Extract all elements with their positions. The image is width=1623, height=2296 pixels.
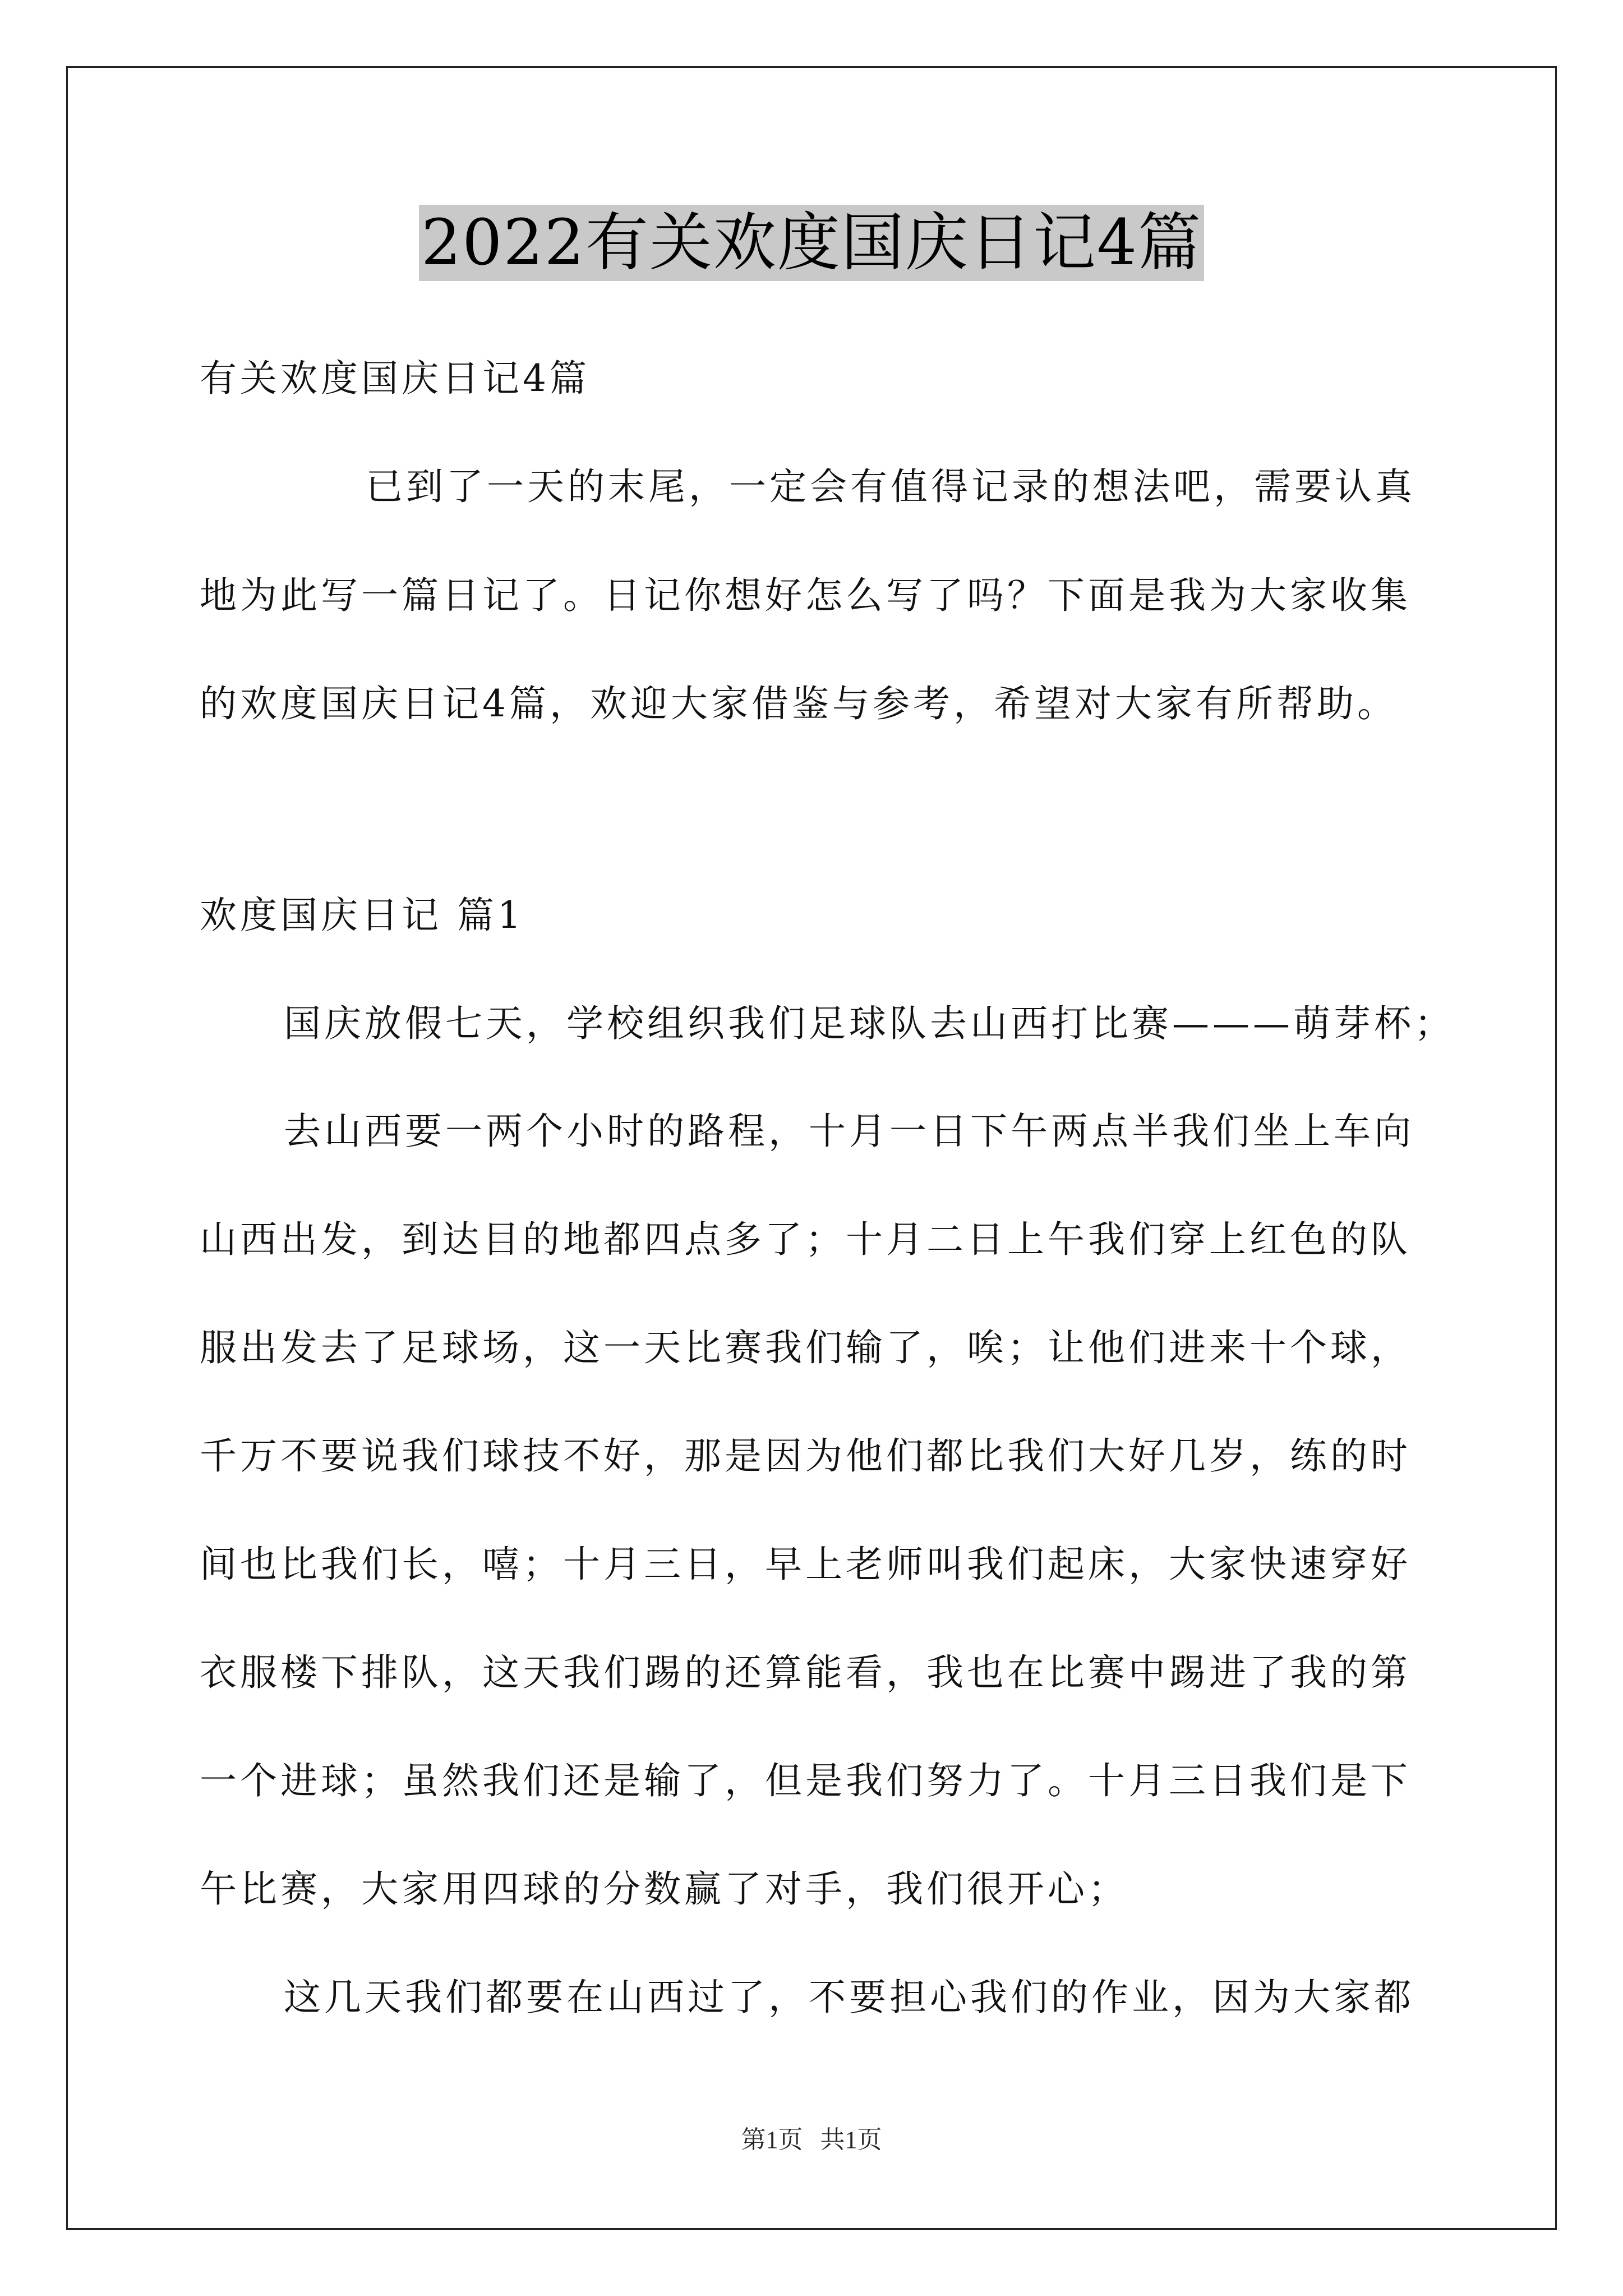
paragraph-1: 国庆放假七天，学校组织我们足球队去山西打比赛———萌芽杯； <box>284 1002 1455 1045</box>
paragraph-2-line-6: 衣服楼下排队，这天我们踢的还算能看，我也在比赛中踢进了我的第 <box>200 1651 1411 1694</box>
section-heading: 欢度国庆日记 篇1 <box>200 894 524 937</box>
document-subtitle: 有关欢度国庆日记4篇 <box>200 357 590 400</box>
paragraph-2-line-7: 一个进球；虽然我们还是输了，但是我们努力了。十月三日我们是下 <box>200 1759 1411 1802</box>
paragraph-2-line-1: 去山西要一两个小时的路程，十月一日下午两点半我们坐上车向 <box>284 1110 1414 1153</box>
intro-line-2: 地为此写一篇日记了。日记你想好怎么写了吗？下面是我为大家收集 <box>200 574 1411 617</box>
title-container <box>0 205 1623 281</box>
intro-line-1: 已到了一天的末尾，一定会有值得记录的想法吧，需要认真 <box>366 465 1415 508</box>
paragraph-2-line-2: 山西出发，到达目的地都四点多了；十月二日上午我们穿上红色的队 <box>200 1218 1411 1261</box>
document-title: 2022有关欢度国庆日记4篇 <box>419 205 1204 281</box>
page-total: 共1页 <box>820 2126 882 2154</box>
intro-line-3: 的欢度国庆日记4篇，欢迎大家借鉴与参考，希望对大家有所帮助。 <box>200 682 1398 725</box>
paragraph-2-line-5: 间也比我们长，嘻；十月三日，早上老师叫我们起床，大家快速穿好 <box>200 1543 1411 1586</box>
paragraph-2-line-4: 千万不要说我们球技不好，那是因为他们都比我们大好几岁，练的时 <box>200 1434 1411 1478</box>
paragraph-2-line-3: 服出发去了足球场，这一天比赛我们输了，唉；让他们进来十个球， <box>200 1326 1411 1369</box>
page-footer <box>0 2123 1623 2157</box>
paragraph-3: 这几天我们都要在山西过了，不要担心我们的作业，因为大家都 <box>284 1976 1414 2019</box>
paragraph-2-line-8: 午比赛，大家用四球的分数赢了对手，我们很开心； <box>200 1867 1128 1911</box>
page-number: 第1页 <box>741 2126 803 2154</box>
